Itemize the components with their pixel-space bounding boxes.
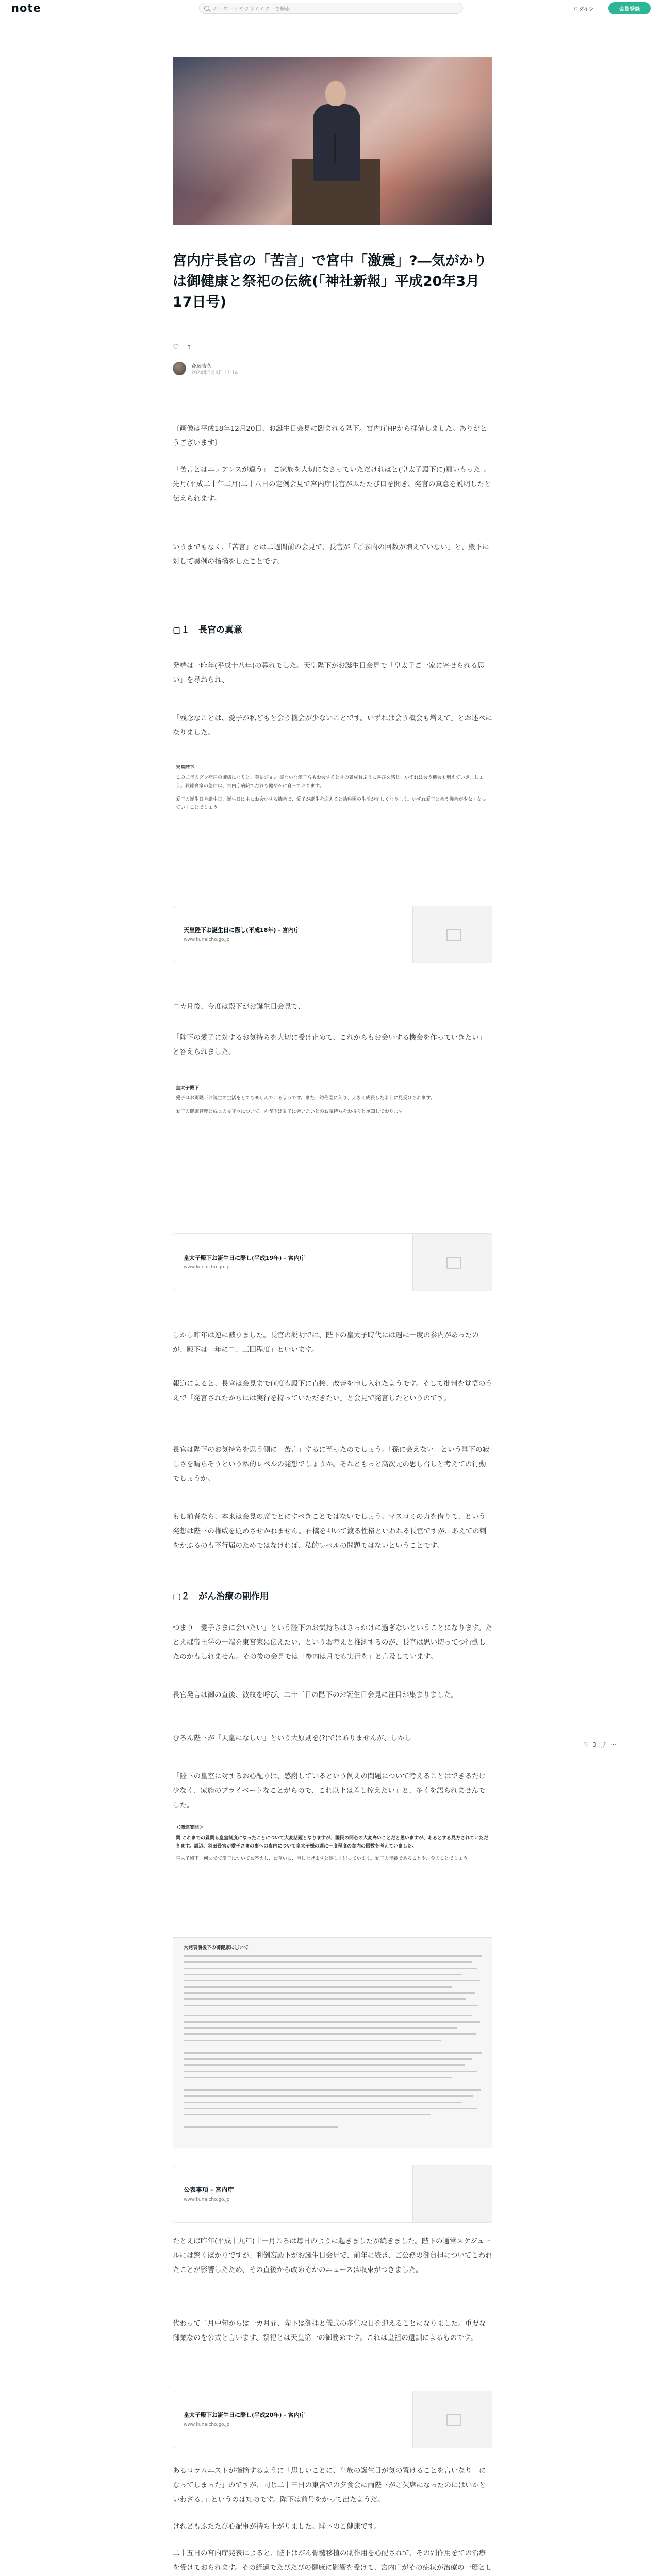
image-placeholder-icon (412, 906, 492, 963)
embed-card[interactable] (173, 1233, 492, 1291)
section-heading: ▢１ 長官の真意 (173, 625, 243, 635)
paragraph: 「陛下の愛子に対するお気持ちを大切に受け止めて、これからもお会いする機会を作っていきたい」と答えられました。 (173, 1033, 486, 1056)
quote-block (173, 1084, 492, 1116)
avatar[interactable] (173, 362, 186, 375)
embed-card-title[interactable]: 公表事項 - 宮内庁 (184, 2186, 234, 2193)
paragraph: 長官発言は御の直後、波紋を呼び、二十三日の陛下のお誕生日会見に注目が集まりました。 (173, 1691, 458, 1699)
paragraph: 〔画像は平成18年12月20日、お誕生日会見に臨まれる陛下。宮内庁HPから拝借しました。ありがとうございます〕 (173, 425, 487, 447)
floating-actions (584, 1739, 616, 1750)
paragraph: 二カ月後、今度は殿下がお誕生日会見で、 (173, 1003, 305, 1011)
quote-text: 問 これまでの質問も皇室制度になったことについて大変話題となりますが、国民の間心の大変高いことだと思いますが、あるとする見方されていただきます。周辺、羽田長官が愛子さまの事への参内について皇太子様の週に一度程度の参内の回数を考えていました。 (176, 1836, 488, 1849)
like-count: 3 (187, 344, 191, 351)
paragraph: いうまでもなく、「苦言」とは二週間前の会見で、長官が「ご参内の回数が増えていない」と、殿下に対して異例の指摘をしたことです。 (173, 543, 489, 566)
paragraph: 長官は陛下のお気持ちを思う側に「苦言」するに至ったのでしょう。「孫に会えない」という陛下の寂しさを晴らそうという私的レベルの発想でしょうか。それともっと高次元の思し召しと考えての行動でしょうか。 (173, 1446, 490, 1483)
paragraph: けれどもふたたび心配事が持ち上がりました。陛下のご健康です。 (173, 2522, 381, 2531)
paragraph: 発端は一昨年(平成十八年)の暮れでした。天皇陛下がお誕生日会見で「皇太子ご一家に寄せられる思い」を尋ねられ、 (173, 662, 485, 684)
paragraph: しかし昨年は逆に減りました。長官の説明では、陛下の皇太子時代には週に一度の参内があったのが、殿下は「年に二、三回程度」といいます。 (173, 1331, 479, 1354)
note-logo[interactable]: note (11, 2, 41, 14)
quote-text: 愛子はお両陛下お誕生の生活をとても楽しんでいるようです。また、幼稚園に入り、大きく成長したように見受けられます。 (176, 1096, 435, 1101)
quote-text: この二年のダン疗戸の御様になりと、英語ジョン 実ないな愛子らもお会するときの御成長ぶりに喜びを感じ、いずれは会う機会も増えていきましょう。秋篠宮家の悠仁は、宮内庁病院でだれも健やかに育っております。 (176, 775, 484, 789)
author-name[interactable]: 斎藤吉久 (191, 364, 212, 369)
embed-card-url: www.kunaicho.go.jp (184, 1265, 230, 1270)
like-row (173, 342, 191, 352)
search-placeholder: キーワードやクリエイターで検索 (213, 6, 290, 12)
continued-section (173, 2391, 492, 2576)
embed-card-url: www.kunaicho.go.jp (184, 937, 230, 942)
embed-card-url: www.kunaicho.go.jp (184, 2422, 230, 2427)
paragraph: 報道によると、長官は会見まで何度も殿下に直接、改善を申し入れたようです。そして批判を覚悟のうえで「発言されたからには実行を持っていただきたい」と会見で発言したというのです。 (173, 1380, 492, 1402)
paragraph: たとえば昨年(平成十九年)十一月ころは毎日のように起きましたが続きました。陛下の通常スケジュールには驚くばかりですが、利倒宮殿下がお誕生日会見で、前年に続き、ご公務の御負担についてこわれたことが影響したため、その直後から改めそかのニュースは収束がつきました。 (173, 2237, 492, 2274)
heart-icon[interactable]: ♡ (584, 1741, 589, 1748)
paragraph: 「陛下の皇室に対するお心配りは、感謝しているという例えの問題について考えることはできるだけ少なく、家族のプライベートなことがらので、これ以上は差し控えたい」と、多くを語られませんでした。 (173, 1772, 486, 1809)
quote-text: 愛子の健康管理と成長の見守りについて、両陛下は愛子に会いたいとのお気持ちをお持ちと承知しております。 (176, 1109, 407, 1114)
article-hero-image (173, 57, 492, 225)
quote-block (173, 764, 492, 812)
publish-date: 2024年3月9日 11:14 (191, 370, 238, 376)
embed-card[interactable] (173, 2165, 492, 2223)
paragraph: むろん陛下が「天皇になしい」という大原則を(?)ではありませんが、しかし (173, 1734, 412, 1742)
image-placeholder-icon (412, 2391, 492, 2448)
section-heading: ▢２ がん治療の副作用 (173, 1591, 269, 1602)
article-title: 宮内庁長官の「苦言」で宮中「激震」?―気がかりは御健康と祭祀の伝統(「神社新報」平成20年3月17日号) (173, 253, 487, 310)
embed-card-title[interactable]: 皇太子殿下お誕生日に際し(平成19年) - 宮内庁 (184, 1255, 305, 1261)
top-navigation-bar (0, 0, 662, 16)
quote-heading: ＜関連質問＞ (176, 1825, 204, 1831)
login-button[interactable]: ログイン (573, 6, 594, 12)
image-placeholder-icon (412, 1234, 492, 1291)
side-like-count: 3 (592, 1741, 597, 1748)
document-image (173, 1937, 492, 2148)
paragraph: 代わって二月中旬からは一カ月間、陛下は御拝と儀式の多忙な日を迎えることになりました。重要な御業なのを公式と言います、祭祀とは天皇第一の御務めです。これは皇祖の遺訓によるものです。 (173, 2319, 486, 2342)
register-button[interactable]: 会員登録 (608, 2, 651, 14)
search-box[interactable] (199, 3, 463, 14)
image-placeholder-icon (412, 2165, 492, 2222)
quote-heading: 皇太子殿下 (176, 1086, 200, 1091)
embed-card-title[interactable]: 皇太子殿下お誕生日に際し(平成20年) - 宮内庁 (184, 2412, 305, 2418)
paragraph: あるコラムニストが指摘するように「思しいことに、皇族の誕生日が気の置けることを言いなり」になってしまった」のですが、同じ二十三日の東宮での夕食会に両陛下がご欠席になったのにはいかといわざる、」というのは知のです。陛下は前号をかって出たようだ。 (173, 2467, 486, 2504)
paragraph: 「残念なことは、愛子が私どもと会う機会が少ないことです。いずれは会う機会も増えて」とお述べになりました。 (173, 714, 492, 737)
quote-text: 皇太子殿下 何回でて愛子についてお答えし、お互いに、申し上げますと嬉しく思っています。愛子の年齢であることや、今のことでしょう。 (176, 1856, 472, 1861)
paragraph: もし前者なら、本来は会見の席でとにすべきことではないでしょう。マスコミの力を借りて、という発想は陛下の権威を貶めさせかねません。石橋を叩いて渡る性格といわれる長官ですが、あえての刺をかぶるのも不行届のためではなければ、私的レベルの問題ではないということです。 (173, 1513, 487, 1550)
quote-text: 愛子の誕生日や誕生日、誕生日は主にお会いする機会で、愛子が誕生を迎えると幼稚園の生活が忙しくなります。いずれ愛子と会う機会が少なくなっていくことでしょう。 (176, 797, 487, 810)
quote-block (173, 1824, 492, 1863)
search-icon (204, 6, 209, 11)
embed-card[interactable] (173, 2391, 492, 2448)
embed-card-url: www.kunaicho.go.jp (184, 2197, 230, 2202)
quote-heading: 天皇陛下 (176, 765, 195, 770)
paragraph: つまり「愛子さまに会いたい」という陛下のお気持ちはさっかけに過ぎないということになります。たとえば帝王学の一端を東宮家に伝えたい、というお考えと推測するのが、長官は思い切ってつ行動したのかもしれません。その後の会見では「参内は月でも実行を」と言及しています。 (173, 1624, 492, 1661)
embed-card[interactable] (173, 906, 492, 963)
more-icon[interactable]: ⋯ (610, 1741, 616, 1748)
paragraph: 「苦言とはニュアンスが違う」「ご家族を大切になさっていただければと(皇太子殿下に)願いもった」。先月(平成二十年二月)二十八日の定例会見で宮内庁長官がふたたび口を開き、発言の真意を説明したと伝えられます。 (173, 466, 491, 503)
document-image-header: 大発表前後下の御健康に〇いて (184, 1945, 249, 1951)
heart-icon[interactable]: ♡ (173, 343, 179, 351)
share-icon[interactable]: ⤴ (600, 1741, 606, 1748)
paragraph: 二十五日の宮内庁発表によると、陛下はがん骨髄移植の副作用を心配されて、その副作用をての治療を受けておられます。その経過でたびたびの健康に影響を受けて、宮内庁がその症状が治療の一環とし (173, 2549, 492, 2572)
embed-card-title[interactable]: 天皇陛下お誕生日に際し(平成18年) - 宮内庁 (184, 927, 300, 934)
